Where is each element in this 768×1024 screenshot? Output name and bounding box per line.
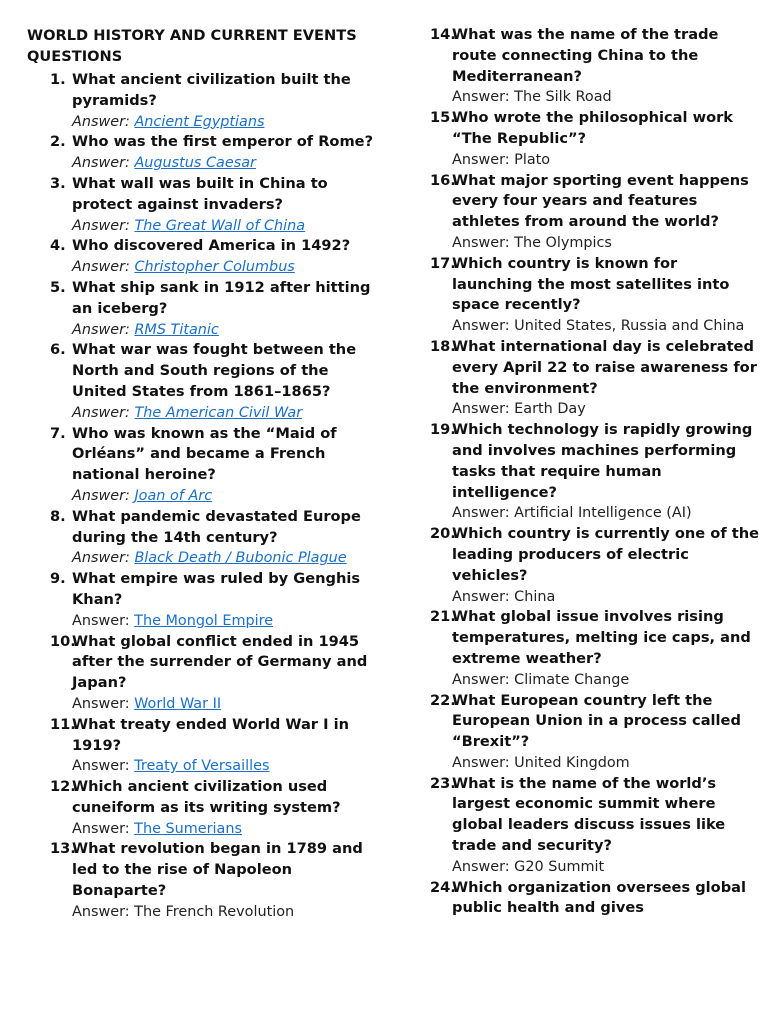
answer-link[interactable]: Treaty of Versailles <box>134 758 270 775</box>
answer-label: Answer: <box>72 695 135 712</box>
question-text: Who discovered America in 1492? <box>72 237 351 255</box>
document-title: WORLD HISTORY AND CURRENT EVENTS QUESTIONS <box>27 27 357 65</box>
answer-link[interactable]: The Great Wall of China <box>134 217 306 234</box>
answer-text: Climate Change <box>514 671 630 688</box>
answer-line <box>72 216 377 237</box>
answer-line <box>72 756 377 777</box>
answer-text: Plato <box>514 151 551 168</box>
question-number: 17. <box>430 254 456 272</box>
question-item <box>50 132 377 174</box>
question-item <box>430 607 760 690</box>
answer-link[interactable]: The Sumerians <box>134 820 242 837</box>
question-text: Who wrote the philosophical work “The Republic”? <box>452 109 734 147</box>
question-number: 21. <box>430 608 456 626</box>
answer-line <box>72 548 377 569</box>
question-item <box>50 507 377 569</box>
question-number: 20. <box>430 525 456 543</box>
answer-text: The French Revolution <box>134 903 295 920</box>
question-number: 16. <box>430 171 456 189</box>
question-number: 4. <box>50 237 66 255</box>
question-item <box>50 236 377 278</box>
question-number: 18. <box>430 337 456 355</box>
answer-label: Answer: <box>72 903 135 920</box>
question-item <box>50 174 377 236</box>
answer-label: Answer: <box>452 234 515 251</box>
question-text: What major sporting event happens every four years and features athletes from around the world? <box>452 171 749 231</box>
question-number: 8. <box>50 507 66 525</box>
answer-link[interactable]: Black Death / Bubonic Plague <box>134 550 347 567</box>
question-item <box>430 25 760 108</box>
question-text: What treaty ended World War I in 1919? <box>72 715 349 754</box>
answer-line <box>452 753 760 774</box>
answer-label: Answer: <box>452 401 515 418</box>
answer-text: United Kingdom <box>514 754 630 771</box>
answer-text: G20 Summit <box>514 858 605 875</box>
answer-text: The Silk Road <box>514 89 612 106</box>
question-text: Which country is currently one of the leading producers of electric vehicles? <box>452 525 760 584</box>
answer-line <box>72 486 377 507</box>
question-text: What empire was ruled by Genghis Khan? <box>72 570 361 608</box>
answer-line <box>72 320 377 341</box>
question-text: What European country left the European Union in a process called “Brexit”? <box>452 691 741 751</box>
question-list-left <box>27 70 377 923</box>
question-text: What international day is celebrated every April 22 to raise awareness for the environment? <box>452 337 757 397</box>
question-number: 12. <box>50 778 76 796</box>
answer-label: Answer: <box>452 151 515 168</box>
question-number: 24. <box>430 878 456 896</box>
answer-line <box>72 403 377 424</box>
answer-line <box>452 399 760 420</box>
answer-line <box>72 694 377 715</box>
answer-label: Answer: <box>72 550 135 567</box>
answer-label: Answer: <box>72 487 135 504</box>
question-item <box>50 340 377 423</box>
question-item <box>430 774 760 878</box>
question-item <box>430 171 760 254</box>
question-number: 2. <box>50 133 66 151</box>
answer-line <box>72 611 377 632</box>
answer-label: Answer: <box>452 588 515 605</box>
answer-text: Artificial Intelligence (AI) <box>514 505 692 522</box>
question-item <box>50 839 377 922</box>
answer-line <box>72 257 377 278</box>
answer-label: Answer: <box>72 113 135 130</box>
answer-link[interactable]: World War II <box>134 695 222 712</box>
question-text: What revolution began in 1789 and led to the rise of Napoleon Bonaparte? <box>72 840 363 900</box>
answer-line <box>452 503 760 524</box>
answer-label: Answer: <box>72 612 135 629</box>
answer-line <box>72 112 377 133</box>
answer-label: Answer: <box>452 318 515 335</box>
question-number: 15. <box>430 109 456 127</box>
answer-line <box>72 153 377 174</box>
question-number: 3. <box>50 174 66 192</box>
answer-label: Answer: <box>72 155 135 172</box>
question-text: Which country is known for launching the most satellites into space recently? <box>452 254 730 314</box>
answer-link[interactable]: The American Civil War <box>134 404 303 421</box>
question-number: 19. <box>430 421 456 439</box>
answer-line <box>72 819 377 840</box>
answer-label: Answer: <box>452 89 515 106</box>
question-text: What ship sank in 1912 after hitting an iceberg? <box>72 278 371 317</box>
question-item <box>50 278 377 340</box>
question-item <box>430 524 760 607</box>
question-text: Who was the first emperor of Rome? <box>72 133 374 151</box>
answer-link[interactable]: The Mongol Empire <box>134 612 274 629</box>
question-list-right <box>430 25 760 919</box>
question-text: Which ancient civilization used cuneiform as its writing system? <box>72 778 341 816</box>
question-item <box>430 878 760 920</box>
answer-line <box>452 233 760 254</box>
answer-text: United States, Russia and China <box>514 318 745 335</box>
answer-label: Answer: <box>452 858 515 875</box>
answer-label: Answer: <box>72 321 135 338</box>
question-item <box>50 632 377 715</box>
left-column <box>27 25 377 923</box>
answer-link[interactable]: Augustus Caesar <box>134 155 256 172</box>
question-number: 22. <box>430 691 456 709</box>
question-item <box>430 254 760 337</box>
question-item <box>50 70 377 132</box>
answer-label: Answer: <box>452 505 515 522</box>
answer-line <box>452 857 760 878</box>
question-item <box>430 108 760 170</box>
answer-link[interactable]: Ancient Egyptians <box>134 113 265 130</box>
question-text: What was the name of the trade route connecting China to the Mediterranean? <box>452 26 719 85</box>
question-number: 7. <box>50 424 66 442</box>
question-number: 1. <box>50 71 66 88</box>
question-item <box>50 777 377 839</box>
answer-link[interactable]: Christopher Columbus <box>134 259 295 276</box>
answer-label: Answer: <box>72 758 135 775</box>
answer-link[interactable]: RMS Titanic <box>134 321 219 338</box>
question-item <box>50 424 377 507</box>
question-item <box>430 691 760 774</box>
question-number: 5. <box>50 278 66 296</box>
question-number: 9. <box>50 570 66 588</box>
question-text: What war was fought between the North and South regions of the United States from 1861–1865? <box>72 341 357 400</box>
answer-line <box>452 316 760 337</box>
question-text: Which technology is rapidly growing and involves machines performing tasks that require human intelligence? <box>452 421 753 501</box>
question-item <box>430 337 760 420</box>
question-number: 10. <box>50 632 76 650</box>
answer-line <box>452 670 760 691</box>
question-item <box>50 569 377 631</box>
question-text: What global issue involves rising temperatures, melting ice caps, and extreme weather? <box>452 608 751 667</box>
answer-line <box>452 87 760 108</box>
question-number: 13. <box>50 840 76 858</box>
answer-label: Answer: <box>452 671 515 688</box>
question-item <box>430 420 760 524</box>
answer-label: Answer: <box>452 754 515 771</box>
question-text: What wall was built in China to protect against invaders? <box>72 174 328 213</box>
answer-label: Answer: <box>72 217 135 234</box>
answer-label: Answer: <box>72 259 135 276</box>
question-text: Which organization oversees global public health and gives <box>452 878 746 917</box>
question-number: 23. <box>430 774 456 792</box>
answer-link[interactable]: Joan of Arc <box>134 487 213 504</box>
question-text: Who was known as the “Maid of Orléans” and became a French national heroine? <box>72 424 337 484</box>
question-text: What ancient civilization built the pyramids? <box>72 71 351 109</box>
answer-line <box>452 587 760 608</box>
question-number: 11. <box>50 715 76 733</box>
right-column <box>430 25 760 919</box>
answer-text: Earth Day <box>514 401 586 418</box>
question-item <box>50 715 377 777</box>
answer-text: The Olympics <box>514 234 612 251</box>
answer-line <box>452 150 760 171</box>
question-number: 6. <box>50 341 66 359</box>
answer-line <box>72 902 377 923</box>
answer-text: China <box>514 588 556 605</box>
question-text: What is the name of the world’s largest economic summit where global leaders discuss issues like trade and security? <box>452 774 726 855</box>
question-number: 14. <box>430 26 456 43</box>
question-text: What global conflict ended in 1945 after the surrender of Germany and Japan? <box>72 632 368 692</box>
question-text: What pandemic devastated Europe during the 14th century? <box>72 507 361 546</box>
answer-label: Answer: <box>72 404 135 421</box>
answer-label: Answer: <box>72 820 135 837</box>
